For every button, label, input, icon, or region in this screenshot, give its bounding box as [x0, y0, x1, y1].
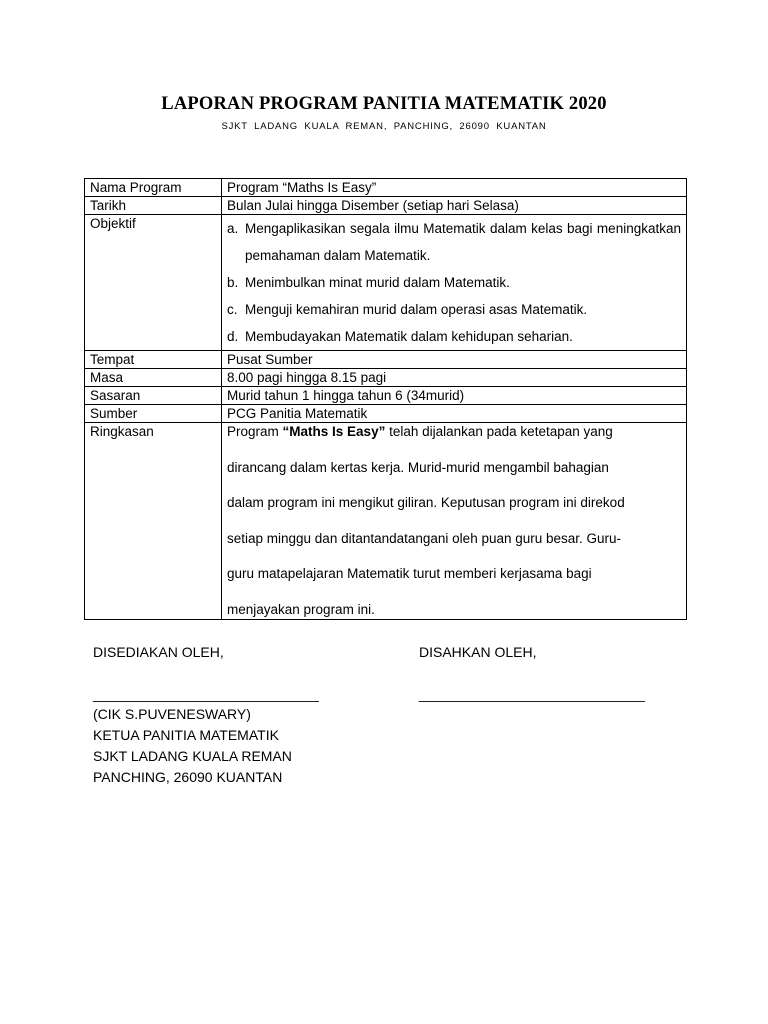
table-row-ringkasan	[85, 423, 687, 620]
list-item	[227, 215, 681, 269]
table-row-sumber	[85, 405, 687, 423]
approved-by-heading: DISAHKAN OLEH,	[419, 644, 537, 660]
prepared-by-school: SJKT LADANG KUALA REMAN	[93, 748, 292, 764]
list-text: Membudayakan Matematik dalam kehidupan seharian.	[245, 329, 573, 344]
approved-signature-line: _____________________________	[419, 686, 645, 702]
report-table	[84, 178, 687, 620]
row-label: Objektif	[85, 215, 222, 351]
objective-list	[227, 215, 681, 350]
row-value: Murid tahun 1 hingga tahun 6 (34murid)	[222, 387, 687, 405]
list-text: Menimbulkan minat murid dalam Matematik.	[245, 275, 510, 290]
row-value: Pusat Sumber	[222, 351, 687, 369]
table-row-tarikh	[85, 197, 687, 215]
school-address-subtitle: SJKT LADANG KUALA REMAN, PANCHING, 26090 KUANTAN	[221, 121, 547, 132]
summary-line: dirancang dalam kertas kerja. Murid-murid mengambil bahagian	[227, 459, 609, 475]
prepared-by-address: PANCHING, 26090 KUANTAN	[93, 769, 283, 785]
row-label: Sumber	[85, 405, 222, 423]
list-text: Menguji kemahiran murid dalam operasi asas Matematik.	[245, 302, 588, 317]
prepared-by-position: KETUA PANITIA MATEMATIK	[93, 727, 279, 743]
list-marker: c.	[227, 302, 238, 317]
report-title: LAPORAN PROGRAM PANITIA MATEMATIK 2020	[161, 94, 607, 114]
summary-text: Program	[227, 424, 283, 439]
summary-line: dalam program ini mengikut giliran. Keputusan program ini direkod	[227, 495, 625, 510]
list-marker: d.	[227, 329, 239, 344]
list-item	[227, 323, 681, 350]
summary-cell	[222, 423, 687, 620]
prepared-by-name: (CIK S.PUVENESWARY)	[93, 706, 251, 722]
row-value: Bulan Julai hingga Disember (setiap hari Selasa)	[222, 197, 687, 215]
summary-line: guru matapelajaran Matematik turut memberi kerjasama bagi	[227, 566, 592, 581]
row-label: Nama Program	[85, 179, 222, 197]
summary-line	[227, 423, 681, 440]
prepared-signature-line: _____________________________	[93, 686, 319, 702]
list-item	[227, 296, 681, 323]
table-row-nama-program	[85, 179, 687, 197]
row-label: Masa	[85, 369, 222, 387]
program-name-bold: “Maths Is Easy”	[282, 424, 386, 439]
row-label: Sasaran	[85, 387, 222, 405]
prepared-by-heading: DISEDIAKAN OLEH,	[93, 644, 224, 660]
row-label: Ringkasan	[85, 423, 222, 620]
summary-line: setiap minggu dan ditantandatangani oleh puan guru besar. Guru-	[227, 530, 622, 546]
summary-text: telah dijalankan pada ketetapan yang	[385, 424, 613, 439]
row-value: 8.00 pagi hingga 8.15 pagi	[222, 369, 687, 387]
list-marker: b.	[227, 275, 239, 290]
summary-line: menjayakan program ini.	[227, 601, 375, 617]
row-label: Tarikh	[85, 197, 222, 215]
row-value: PCG Panitia Matematik	[222, 405, 687, 423]
list-item	[227, 269, 681, 296]
row-label: Tempat	[85, 351, 222, 369]
table-row-objektif	[85, 215, 687, 351]
list-marker: a.	[227, 221, 239, 236]
list-text: Mengaplikasikan segala ilmu Matematik dalam kelas bagi meningkatkan pemahaman dalam Matematik.	[245, 221, 681, 263]
table-row-tempat	[85, 351, 687, 369]
row-value	[222, 215, 687, 351]
table-row-sasaran	[85, 387, 687, 405]
table-row-masa	[85, 369, 687, 387]
row-value: Program “Maths Is Easy”	[222, 179, 687, 197]
